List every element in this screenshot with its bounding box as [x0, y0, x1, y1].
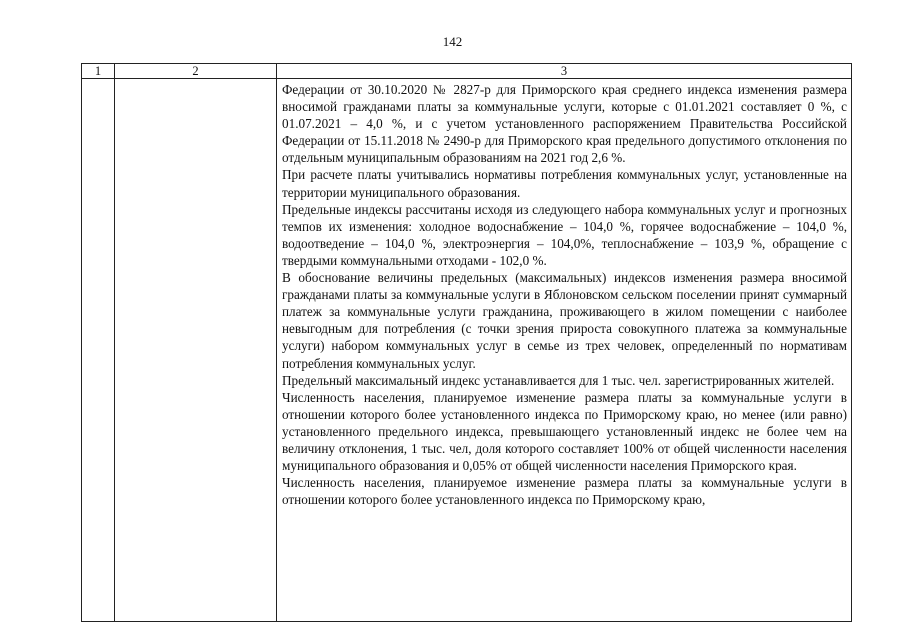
page-number: 142 — [442, 34, 463, 49]
paragraph: Численность населения, планируемое изменение размера платы за коммунальные услуги в отношении которого более установленного индекса по Приморскому краю, — [282, 475, 847, 508]
column-1-cell — [82, 79, 115, 622]
paragraph: При расчете платы учитывались нормативы потребления коммунальных услуг, установленные на территории муниципального образования. — [282, 167, 847, 200]
paragraph: Численность населения, планируемое изменение размера платы за коммунальные услуги в отношении которого более установленного индекса по Приморскому краю, но менее (или равно) установленного предельного индекса, превышающего установленный индекс не более чем на величину отклонения, 1 тыс. чел, доля которого составляет 100% от общей численности населения муниципального образования и 0,05% от общей численности населения Приморского края. — [282, 389, 847, 474]
column-header-1: 1 — [82, 64, 115, 79]
table-header-row — [82, 64, 852, 79]
paragraph: Предельные индексы рассчитаны исходя из следующего набора коммунальных услуг и прогнозных темпов их изменения: холодное водоснабжение – 104,0 %, горячее водоснабжение – 104,0 %, водоотведение – 104,0 %, электроэнергия – 104,0%, теплоснабжение – 103,9 %, обращение с твердыми коммунальными отходами - 102,0 %. — [282, 201, 847, 268]
table-row — [82, 79, 852, 622]
paragraph: Федерации от 30.10.2020 № 2827-р для Приморского края среднего индекса изменения размера вносимой гражданами платы за коммунальные услуги, которые с 01.01.2021 составляет 0 %, с 01.07.2021 – 4,0 %, и с учетом установленного распоряжением Правительства Российской Федерации от 15.11.2018 № 2490-р для Приморского края предельного допустимого отклонения по отдельным муниципальным образованиям на 2021 год 2,6 %. — [282, 82, 847, 166]
paragraph: В обоснование величины предельных (максимальных) индексов изменения размера вносимой гражданами платы за коммунальные услуги в Яблоновском сельском поселении принят суммарный платеж за коммунальные услуги гражданина, проживающего в жилом помещении с наиболее невыгодным для потребления (с точки зрения прироста совокупного платежа за коммунальные услуги) набором коммунальных услуг в семье из трех человек, определенный по нормативам потребления коммунальных услуг. — [282, 270, 847, 371]
column-header-3: 3 — [277, 64, 852, 79]
paragraph: Предельный максимальный индекс устанавливается для 1 тыс. чел. зарегистрированных жителей. — [282, 372, 835, 388]
document-table — [81, 63, 852, 622]
column-3-cell — [277, 79, 852, 622]
column-2-cell — [115, 79, 277, 622]
column-header-2: 2 — [115, 64, 277, 79]
